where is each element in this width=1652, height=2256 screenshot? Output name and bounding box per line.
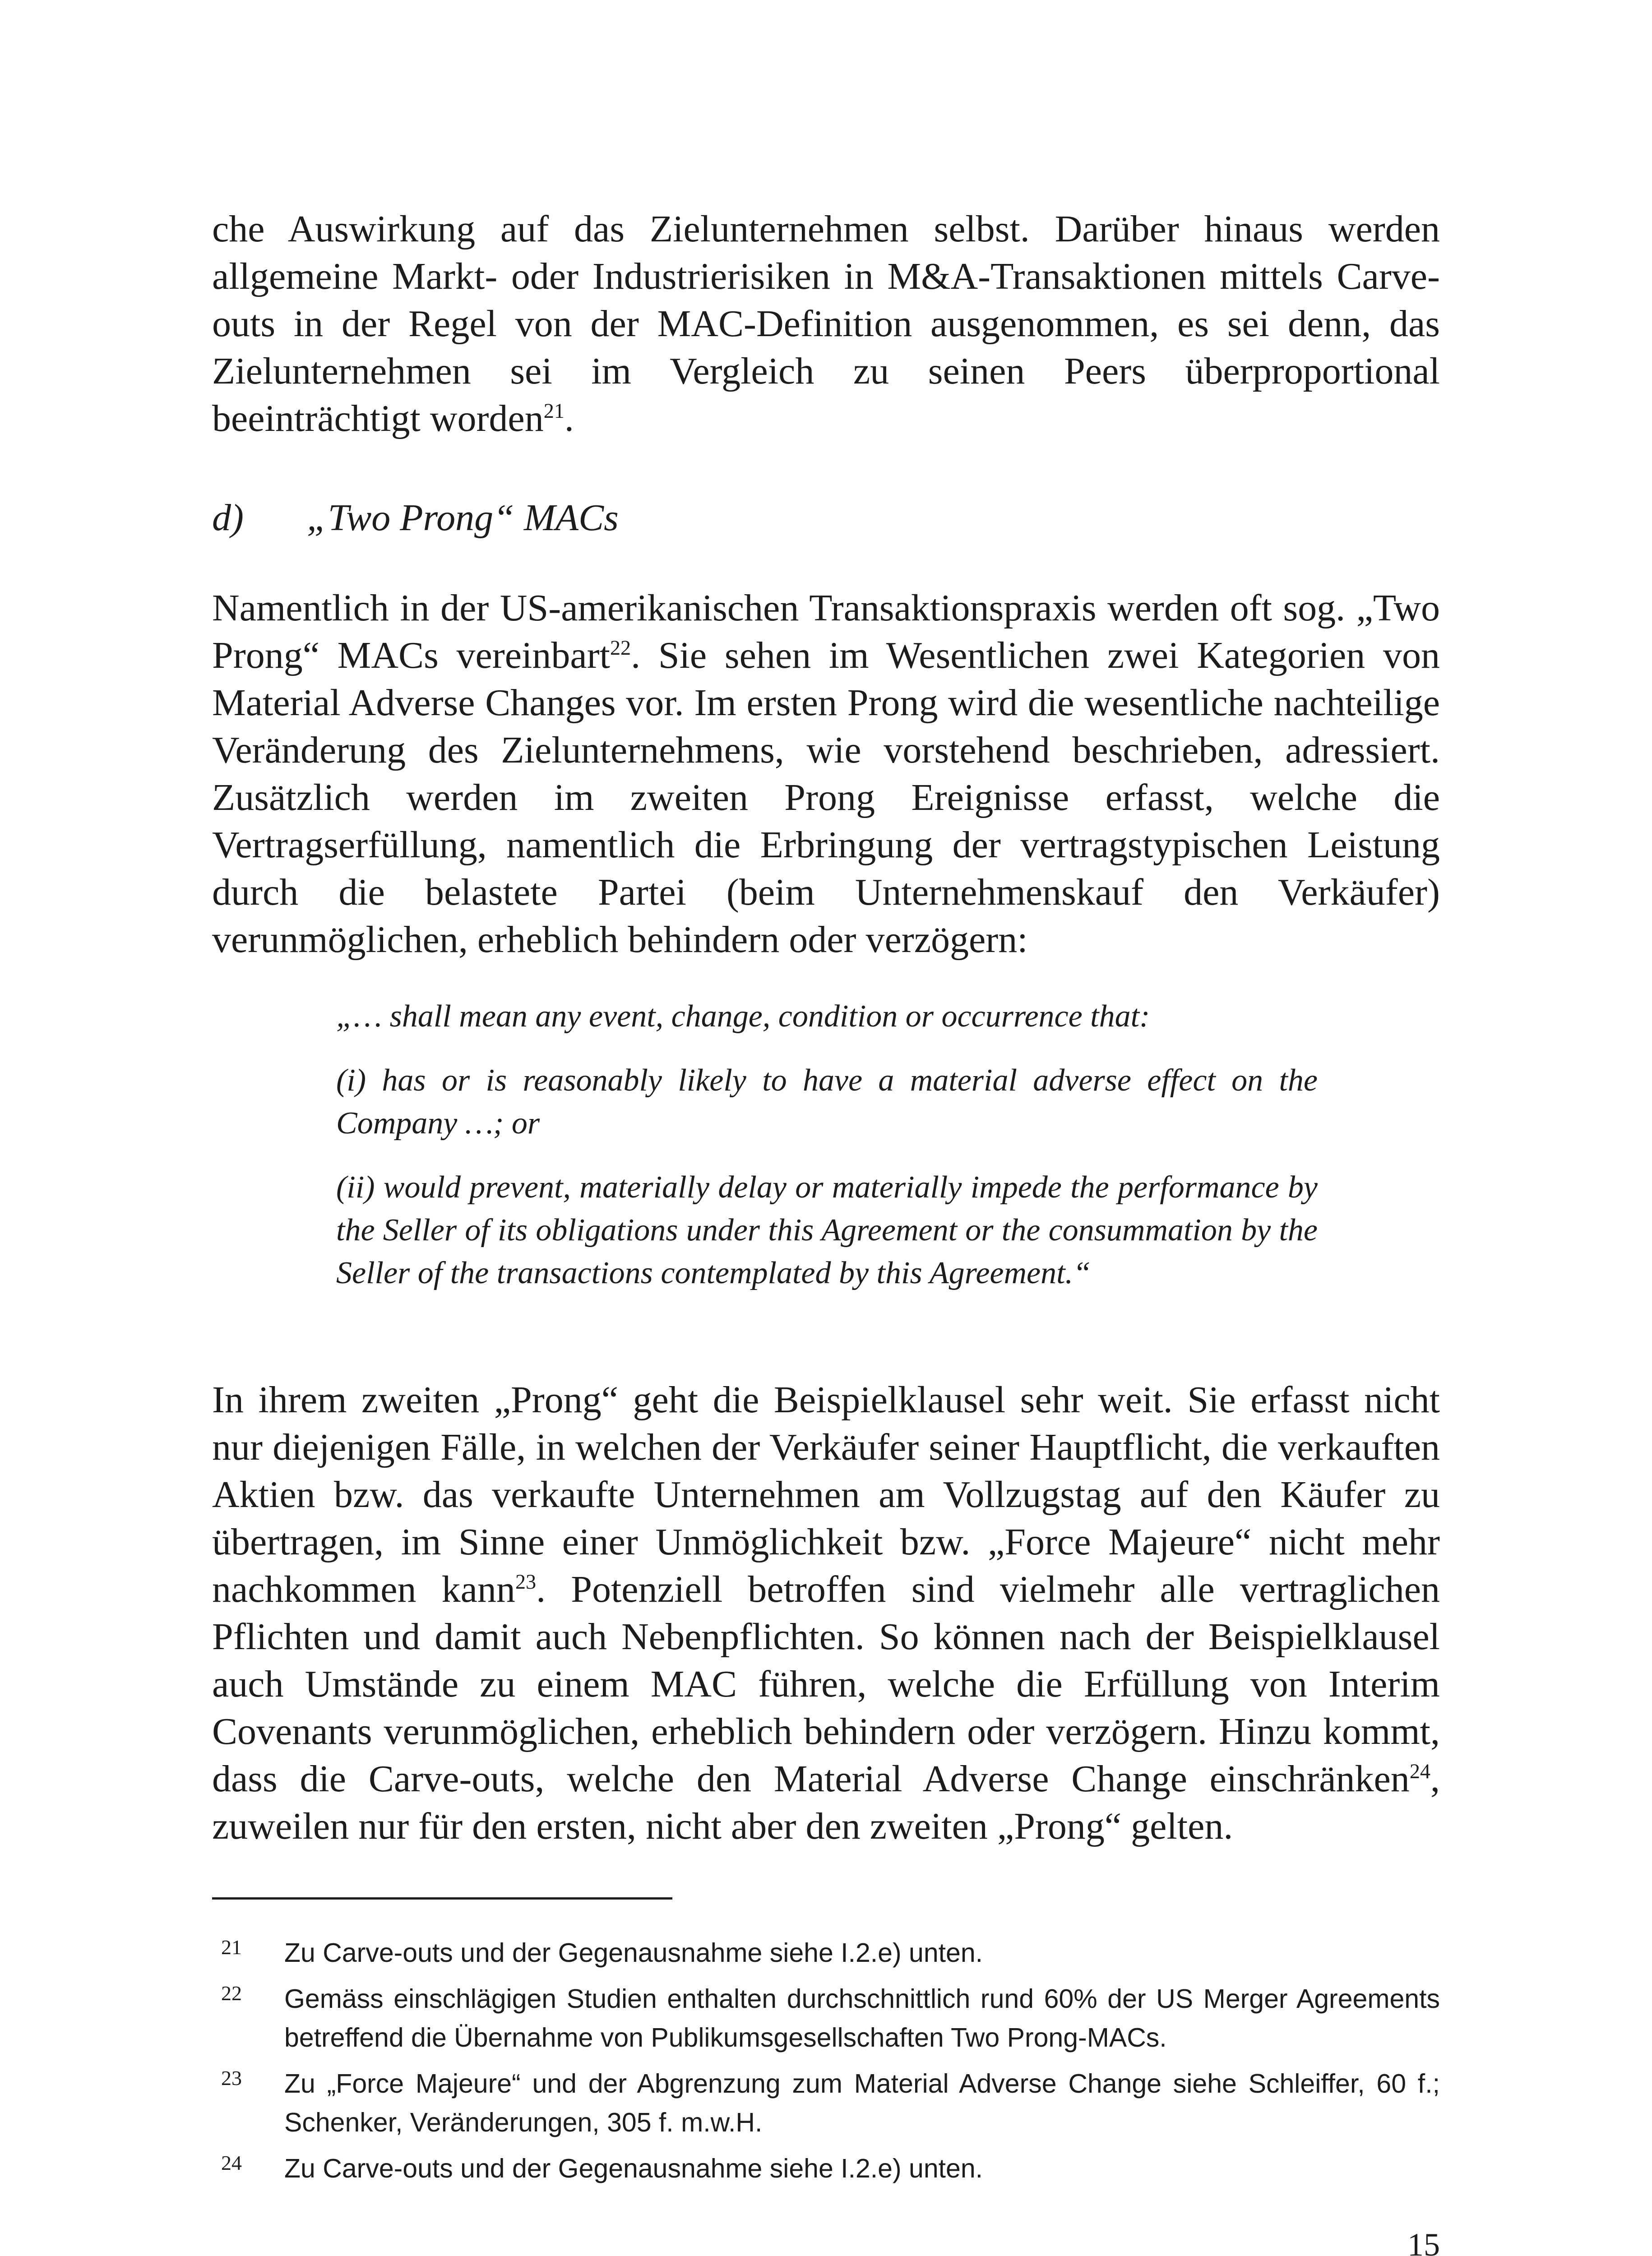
paragraph-1-text: che Auswirkung auf das Zielunternehmen selbst. Darüber hinaus werden allgemeine Markt- oder Industrierisiken in M&A-Transaktionen mittels Carve-outs in der Regel von der MAC-Definition ausgenommen, es sei denn, das Zielunternehmen sei im Vergleich zu seinen Peers überproportional beeinträchtigt worden (212, 208, 1440, 439)
paragraph-3-text-3: , zuweilen nur für den ersten, nicht aber den zweiten „Prong“ gelten. (212, 1758, 1440, 1847)
body-paragraph-2 (212, 584, 1440, 963)
paragraph-3-text-1: In ihrem zweiten „Prong“ geht die Beispielklausel sehr weit. Sie erfasst nicht nur diejenigen Fälle, in welchen der Verkäufer seiner Hauptflicht, die verkauften Aktien bzw. das verkaufte Unternehmen am Vollzugstag auf den Käufer zu übertragen, im Sinne einer Unmöglichkeit bzw. „Force Majeure“ nicht mehr nachkommen kann (212, 1379, 1440, 1610)
quote-line-2: (i) has or is reasonably likely to have a material adverse effect on the Company …; or (336, 1063, 1318, 1141)
section-heading-number: d) (212, 497, 244, 539)
section-heading (212, 494, 619, 541)
section-heading-title: „Two Prong“ MACs (307, 497, 619, 539)
footnote-22 (212, 1979, 1440, 2057)
paragraph-2-text-2: . Sie sehen im Wesentlichen zwei Kategorien von Material Adverse Changes vor. Im ersten Prong wird die wesentliche nachteilige Veränderung des Zielunternehmens, wie vorstehend beschrieben, adressiert. Zusätzlich werden im zweiten Prong Ereignisse erfasst, welche die Vertragserfüllung, namentlich die Erbringung der vertragstypischen Leistung durch die belastete Partei (beim Unternehmenskauf den Verkäufer) verunmöglichen, erheblich behindern oder verzögern: (212, 634, 1440, 961)
footnote-21 (212, 1933, 1440, 1972)
quote-line-3: (ii) would prevent, materially delay or materially impede the performance by the Seller of its obligations under this Agreement or the consummation by the Seller of the transactions contemplated by this Agreement.“ (336, 1170, 1318, 1290)
footnote-23 (212, 2064, 1440, 2142)
footnote-text: Gemäss einschlägigen Studien enthalten durchschnittlich rund 60% der US Merger Agreements betreffend die Übernahme von Publikumsgesellschaften Two Prong-MACs. (284, 1984, 1440, 2053)
footnote-24 (212, 2149, 1440, 2188)
footnote-text: Zu Carve-outs und der Gegenausnahme siehe I.2.e) unten. (284, 1938, 983, 1968)
body-paragraph-1 (212, 205, 1440, 442)
footnotes (212, 1933, 1440, 2195)
footnote-text: Zu Carve-outs und der Gegenausnahme siehe I.2.e) unten. (284, 2154, 983, 2183)
paragraph-3-text-2: . Potenziell betroffen sind vielmehr alle vertraglichen Pflichten und damit auch Nebenpflichten. So können nach der Beispielklausel auch Umstände zu einem MAC führen, welche die Erfüllung von Interim Covenants verunmöglichen, erheblich behindern oder verzögern. Hinzu kommt, dass die Carve-outs, welche den Material Adverse Change einschränken (212, 1568, 1440, 1800)
footnote-number: 22 (221, 1982, 242, 2005)
footnote-ref-24[interactable]: 24 (1409, 1760, 1430, 1783)
footnote-ref-21[interactable]: 21 (543, 399, 565, 422)
quote-line-1: „… shall mean any event, change, condition or occurrence that: (336, 999, 1150, 1034)
footnote-divider (212, 1897, 672, 1900)
footnote-text: Zu „Force Majeure“ und der Abgrenzung zum Material Adverse Change siehe Schleiffer, 60 f.; Schenker, Veränderungen, 305 f. m.w.H. (284, 2069, 1440, 2137)
footnote-number: 23 (221, 2066, 242, 2090)
footnote-ref-22[interactable]: 22 (610, 636, 631, 659)
block-quote (336, 995, 1318, 1316)
page-number: 15 (1407, 2227, 1440, 2256)
footnote-number: 24 (221, 2151, 242, 2174)
footnote-number: 21 (221, 1936, 242, 1959)
paragraph-1-end: . (564, 398, 574, 439)
body-paragraph-3 (212, 1376, 1440, 1850)
footnote-ref-23[interactable]: 23 (515, 1570, 537, 1593)
paragraph-2-text-1: Namentlich in der US-amerikanischen Transaktionspraxis werden oft sog. „Two Prong“ MACs vereinbart (212, 587, 1440, 676)
